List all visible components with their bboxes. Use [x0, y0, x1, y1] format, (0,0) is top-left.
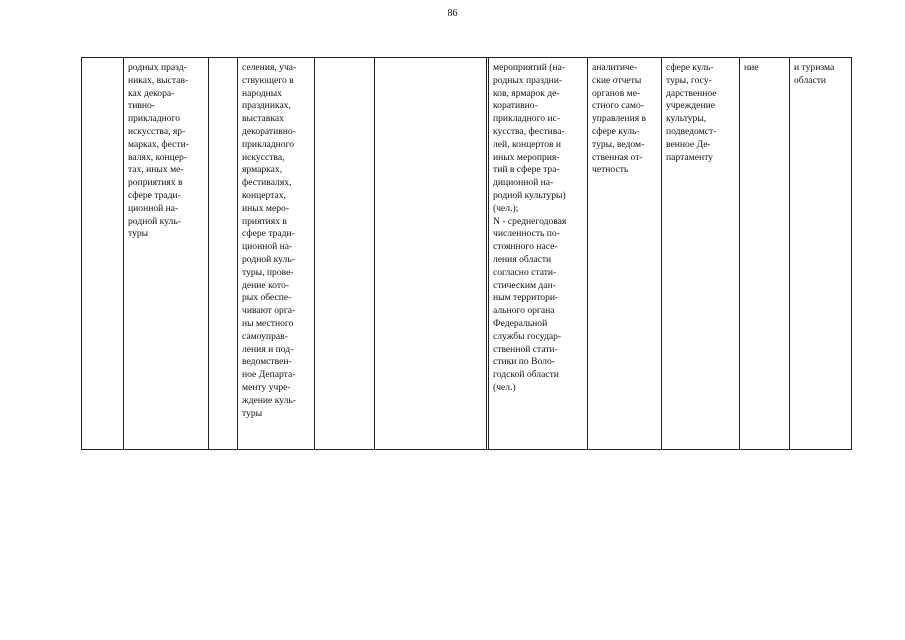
table-column-9: [588, 58, 662, 449]
table-column-5: [315, 58, 375, 449]
table-column-12: [790, 58, 851, 449]
table-cell-text: сфере куль- туры, госу- дарственное учреждение культуры, подведомст- венное Де- партаменту: [666, 62, 717, 163]
table-cell-text: [375, 58, 486, 62]
table-cell-text: родных празд- никах, выстав- ках декора- тивно- прикладного искусства, яр- марках, фести- валях, концер- тах, иных ме- роприятиях в сфере тради- ционной на- родной куль- туры: [128, 62, 189, 240]
table-cell-text: ние: [744, 62, 759, 73]
document-table: [81, 57, 852, 450]
table-column-11: [740, 58, 790, 449]
table-cell-text: и туризма области: [794, 62, 835, 86]
table-cell-text: селения, уча- ствующего в народных праздниках, выставках декоративно- прикладного искусства, ярмарках, фестивалях, концертах, иных меро- приятиях в сфере тради- ционной на- родной куль- туры, прове- дение кото- рых обеспе- чивают орга- ны местного самоуправ- ления и под- ведомствен- ное Департа- менту учре- ждение куль- туры: [242, 62, 297, 419]
table-cell-text: [315, 58, 374, 62]
table-column-2: [124, 58, 209, 449]
table-cell-text: [209, 58, 237, 62]
table-column-8: [489, 58, 588, 449]
table-column-3: [209, 58, 238, 449]
page-number: 86: [447, 8, 458, 19]
table-column-1: [82, 58, 124, 449]
table-cell-text: [82, 58, 123, 62]
table-column-6: [375, 58, 487, 449]
table-column-4: [238, 58, 315, 449]
table-column-10: [662, 58, 740, 449]
table-cell-text: аналитиче- ские отчеты органов ме- стного само- управления в сфере куль- туры, ведом- ственная от- четность: [592, 62, 647, 176]
table-cell-text: мероприятий (на- родных праздни- ков, ярмарок де- коративно- прикладного ис- кусства, фестива- лей, концертов и иных мероприя- тий в сфере тра- диционной на- родной культуры) (чел.); N - среднегодовая численность по- стоянного насе- ления области согласно стати- стическим дан- ным территори- ального органа Федеральной службы государ- ственной стати- стики по Воло- годской области (чел.): [493, 62, 567, 393]
